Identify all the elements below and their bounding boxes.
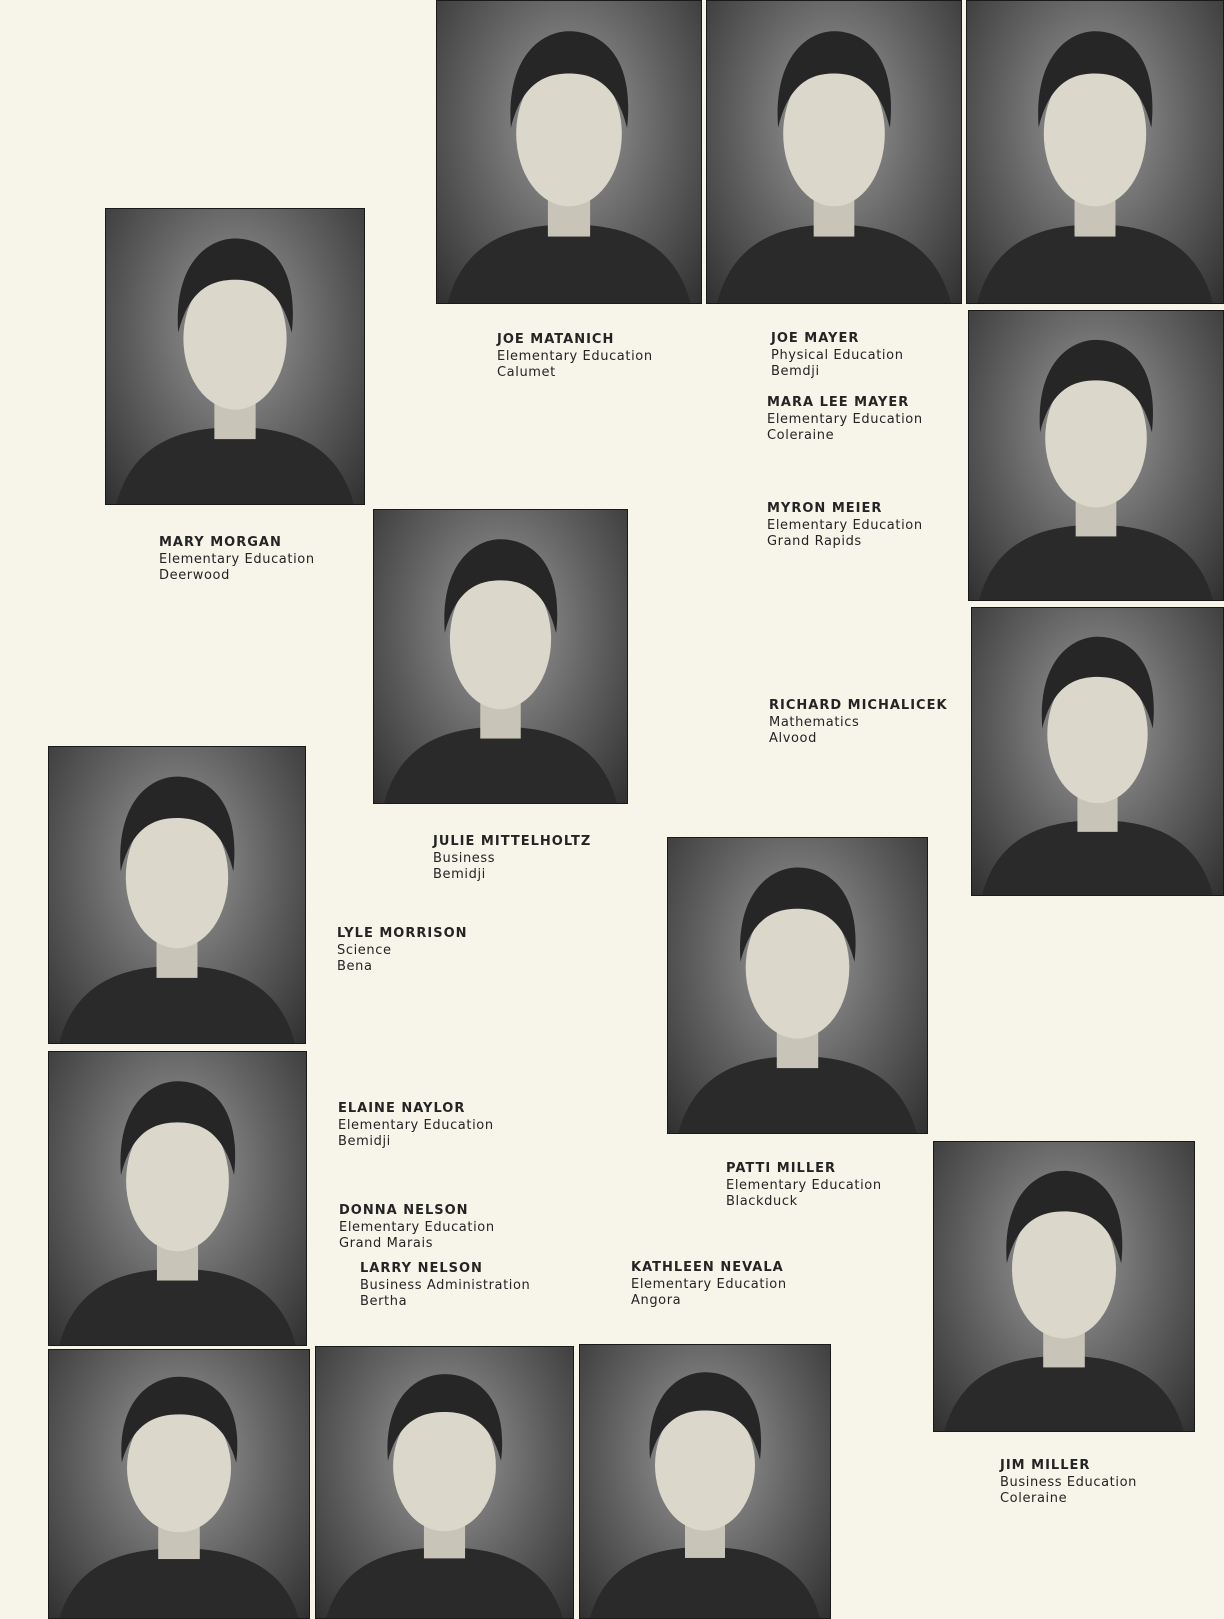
portrait-silhouette — [707, 1, 961, 303]
portrait-myron-meier — [968, 310, 1224, 601]
student-major: Science — [337, 942, 392, 958]
student-name: MARA LEE MAYER — [767, 395, 910, 410]
student-major: Elementary Education — [338, 1117, 494, 1133]
caption-richard-michalicek — [769, 698, 948, 748]
student-major: Elementary Education — [339, 1219, 495, 1235]
student-major: Elementary Education — [497, 348, 653, 364]
caption-joe-matanich — [497, 332, 653, 382]
caption-myron-meier — [767, 501, 923, 551]
portrait-silhouette — [316, 1347, 573, 1618]
caption-kathleen-nevala — [631, 1260, 787, 1310]
student-major: Elementary Education — [726, 1177, 882, 1193]
student-name: LARRY NELSON — [360, 1261, 483, 1276]
student-major: Elementary Education — [159, 551, 315, 567]
student-name: LYLE MORRISON — [337, 926, 468, 941]
student-name: JOE MAYER — [771, 331, 860, 346]
student-hometown: Grand Rapids — [767, 534, 862, 549]
portrait-silhouette — [437, 1, 701, 303]
portrait-mary-morgan — [105, 208, 365, 505]
portrait-joe-mayer — [706, 0, 962, 304]
student-name: ELAINE NAYLOR — [338, 1101, 466, 1116]
portrait-larry-nelson — [315, 1346, 574, 1619]
student-hometown: Bertha — [360, 1294, 408, 1309]
student-major: Physical Education — [771, 347, 904, 363]
caption-lyle-morrison — [337, 926, 468, 976]
caption-joe-mayer — [771, 331, 904, 381]
student-name: DONNA NELSON — [339, 1203, 469, 1218]
student-hometown: Blackduck — [726, 1194, 798, 1209]
student-name: MYRON MEIER — [767, 501, 883, 516]
portrait-joe-matanich — [436, 0, 702, 304]
caption-mara-lee-mayer — [767, 395, 923, 445]
student-hometown: Deerwood — [159, 568, 230, 583]
caption-mary-morgan — [159, 535, 315, 585]
portrait-mara-lee-mayer — [966, 0, 1224, 304]
student-major: Elementary Education — [767, 517, 923, 533]
portrait-silhouette — [969, 311, 1223, 600]
student-hometown: Bemidji — [338, 1134, 391, 1149]
portrait-silhouette — [49, 747, 305, 1043]
student-name: JOE MATANICH — [497, 332, 615, 347]
portrait-elaine-naylor — [48, 1051, 307, 1346]
student-hometown: Bemidji — [433, 867, 486, 882]
portrait-silhouette — [374, 510, 627, 803]
caption-jim-miller — [1000, 1458, 1137, 1508]
portrait-lyle-morrison — [48, 746, 306, 1044]
caption-larry-nelson — [360, 1261, 530, 1311]
student-hometown: Calumet — [497, 365, 556, 380]
student-hometown: Coleraine — [767, 428, 835, 443]
portrait-silhouette — [49, 1350, 309, 1618]
portrait-silhouette — [967, 1, 1223, 303]
student-name: PATTI MILLER — [726, 1161, 837, 1176]
student-hometown: Coleraine — [1000, 1491, 1068, 1506]
portrait-donna-nelson — [48, 1349, 310, 1619]
caption-patti-miller — [726, 1161, 882, 1211]
student-major: Elementary Education — [631, 1276, 787, 1292]
portrait-silhouette — [49, 1052, 306, 1345]
caption-elaine-naylor — [338, 1101, 494, 1151]
student-hometown: Alvood — [769, 731, 817, 746]
caption-julie-mittelholtz — [433, 834, 591, 884]
portrait-silhouette — [106, 209, 364, 504]
student-hometown: Bemdji — [771, 364, 820, 379]
student-major: Business Administration — [360, 1277, 531, 1293]
student-major: Business — [433, 850, 496, 866]
portrait-julie-mittelholtz — [373, 509, 628, 804]
portrait-silhouette — [668, 838, 927, 1133]
student-hometown: Bena — [337, 959, 373, 974]
student-major: Mathematics — [769, 714, 860, 730]
portrait-silhouette — [580, 1345, 830, 1618]
portrait-silhouette — [972, 608, 1223, 895]
portrait-silhouette — [934, 1142, 1194, 1431]
student-major: Elementary Education — [767, 411, 923, 427]
student-name: MARY MORGAN — [159, 535, 282, 550]
caption-donna-nelson — [339, 1203, 495, 1253]
student-name: KATHLEEN NEVALA — [631, 1260, 784, 1275]
student-hometown: Angora — [631, 1293, 682, 1308]
student-name: JULIE MITTELHOLTZ — [433, 834, 592, 849]
student-hometown: Grand Marais — [339, 1236, 434, 1251]
student-name: JIM MILLER — [1000, 1458, 1091, 1473]
portrait-kathleen-nevala — [579, 1344, 831, 1619]
portrait-richard-michalicek — [971, 607, 1224, 896]
student-major: Business Education — [1000, 1474, 1137, 1490]
portrait-patti-miller — [667, 837, 928, 1134]
student-name: RICHARD MICHALICEK — [769, 698, 948, 713]
portrait-jim-miller — [933, 1141, 1195, 1432]
